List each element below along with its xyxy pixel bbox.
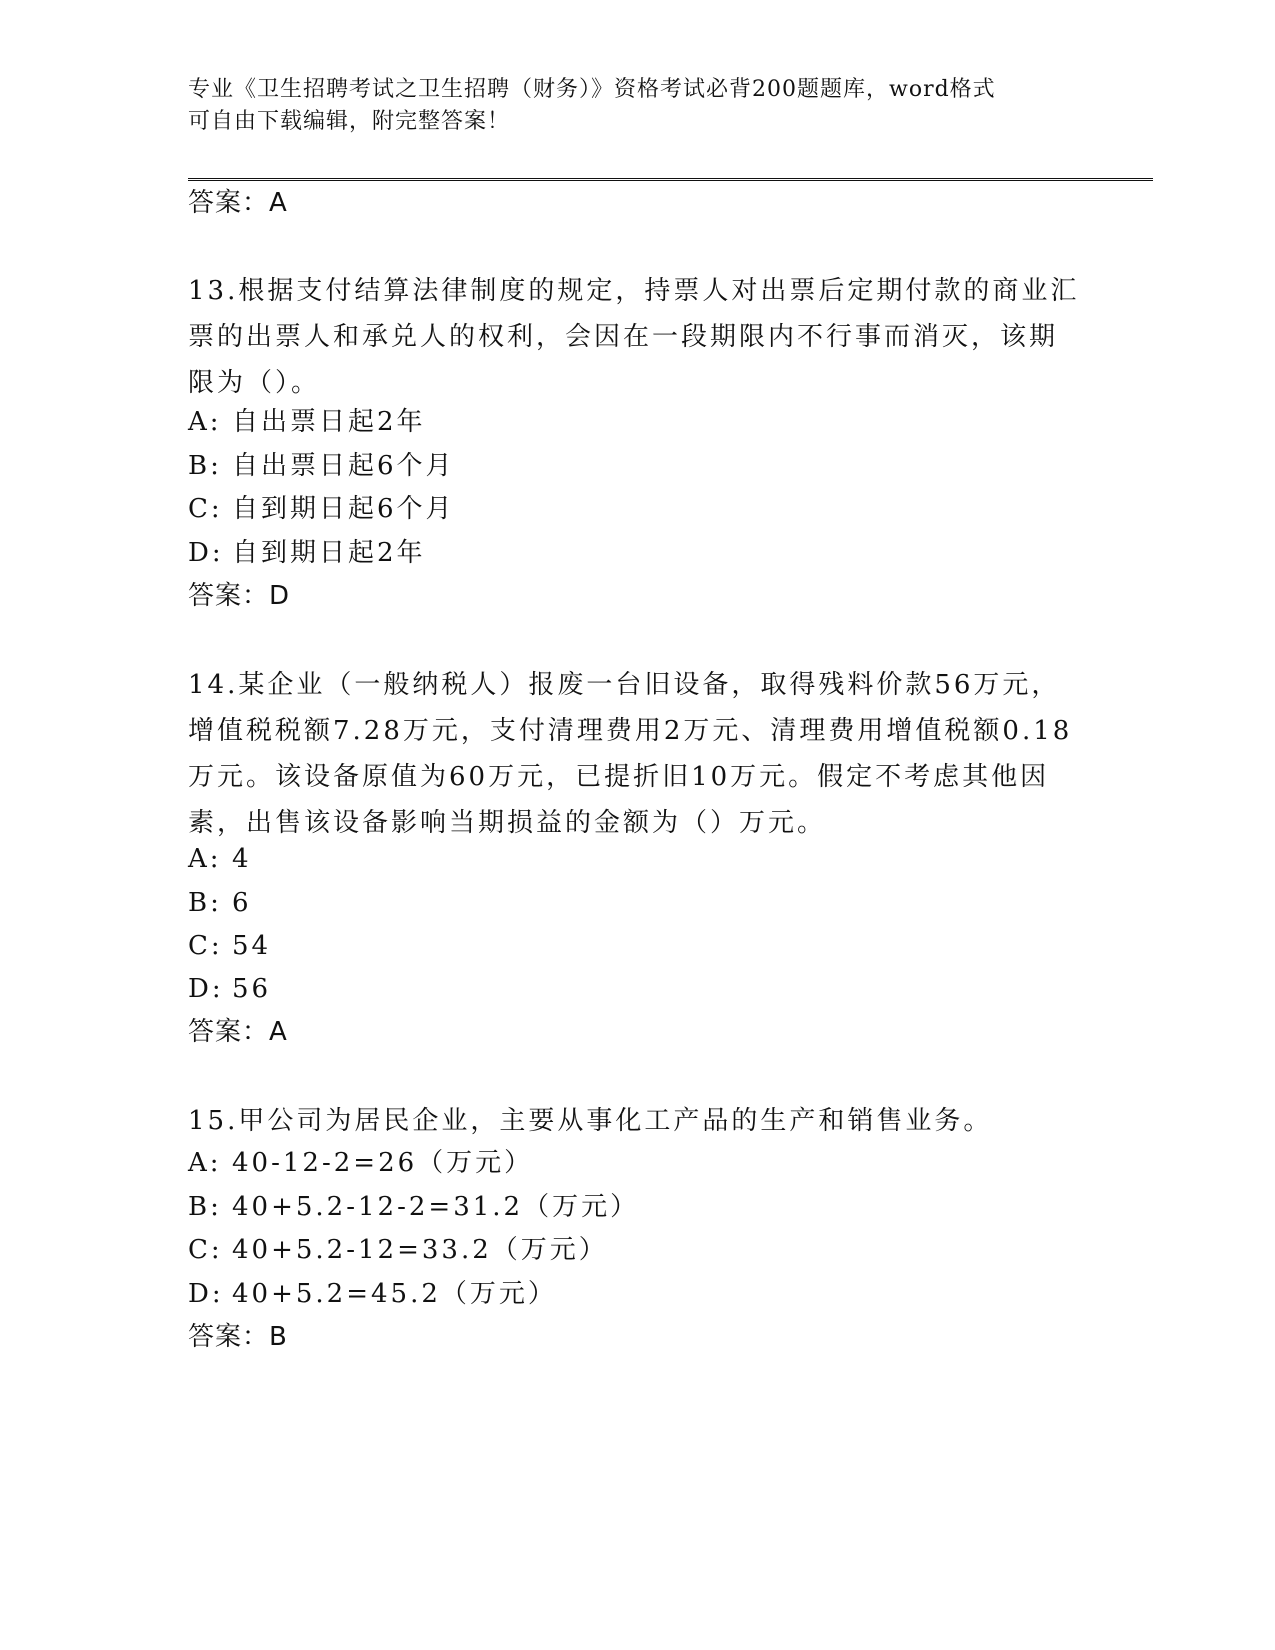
answer-line: [188, 1320, 288, 1354]
option-a: [188, 405, 426, 439]
option-text: 40+5.2-12-2=31.2（万元）: [232, 1192, 640, 1222]
option-text: 自出票日起2年: [232, 407, 426, 437]
option-key: B:: [188, 451, 222, 481]
option-key: D:: [188, 974, 224, 1004]
option-b: [188, 886, 252, 920]
option-key: B:: [188, 888, 222, 918]
option-text: 40+5.2=45.2（万元）: [232, 1279, 557, 1309]
option-text: 6: [232, 888, 252, 918]
document-header: [188, 74, 1088, 138]
header-line-2: 可自由下载编辑，附完整答案！: [188, 109, 511, 134]
option-text: 40+5.2-12=33.2（万元）: [232, 1235, 608, 1265]
answer-value: D: [269, 581, 291, 611]
answer-label: 答案：: [188, 188, 270, 218]
option-d: [188, 972, 271, 1006]
option-key: A:: [188, 1148, 222, 1178]
answer-line: [188, 1015, 288, 1049]
option-d: [188, 536, 426, 570]
option-c: [188, 929, 271, 963]
question-text-line: 14.某企业（一般纳税人）报废一台旧设备，取得残料价款56万元，: [188, 670, 1061, 700]
option-a: [188, 1146, 533, 1180]
option-key: D:: [188, 538, 224, 568]
option-b: [188, 449, 455, 483]
answer-value: A: [269, 1017, 288, 1047]
answer-value: A: [269, 188, 288, 218]
option-key: B:: [188, 1192, 222, 1222]
option-c: [188, 1233, 608, 1267]
option-text: 自到期日起2年: [232, 538, 426, 568]
question-13-stem: [188, 268, 1088, 406]
question-text-line: 13.根据支付结算法律制度的规定，持票人对出票后定期付款的商业汇: [188, 276, 1080, 306]
answer-line: [188, 579, 290, 613]
option-text: 自到期日起6个月: [232, 494, 455, 524]
option-key: C:: [188, 1235, 223, 1265]
option-c: [188, 492, 455, 526]
option-key: C:: [188, 931, 223, 961]
answer-label: 答案：: [188, 581, 270, 611]
question-text-line: 素，出售该设备影响当期损益的金额为（）万元。: [188, 808, 827, 838]
question-text-line: 万元。该设备原值为60万元，已提折旧10万元。假定不考虑其他因: [188, 762, 1050, 792]
option-b: [188, 1190, 639, 1224]
option-a: [188, 842, 252, 876]
option-text: 4: [232, 844, 252, 874]
option-key: A:: [188, 844, 222, 874]
option-text: 40-12-2=26（万元）: [232, 1148, 534, 1178]
option-d: [188, 1277, 557, 1311]
question-text-line: 15.甲公司为居民企业，主要从事化工产品的生产和销售业务。: [188, 1106, 993, 1136]
header-divider: [188, 178, 1153, 181]
option-text: 自出票日起6个月: [232, 451, 455, 481]
question-15-stem: [188, 1098, 1088, 1144]
answer-value: B: [269, 1322, 288, 1352]
option-key: C:: [188, 494, 223, 524]
answer-label: 答案：: [188, 1017, 270, 1047]
header-line-1: 专业《卫生招聘考试之卫生招聘（财务）》资格考试必背200题题库，word格式: [188, 77, 996, 102]
option-text: 54: [232, 931, 272, 961]
answer-label: 答案：: [188, 1322, 270, 1352]
option-key: A:: [188, 407, 222, 437]
option-text: 56: [232, 974, 272, 1004]
answer-line: [188, 186, 288, 220]
question-text-line: 增值税税额7.28万元，支付清理费用2万元、清理费用增值税额0.18: [188, 716, 1073, 746]
question-text-line: 限为（）。: [188, 368, 321, 398]
question-14-stem: [188, 662, 1088, 846]
question-text-line: 票的出票人和承兑人的权利，会因在一段期限内不行事而消灭，该期: [188, 322, 1059, 352]
option-key: D:: [188, 1279, 224, 1309]
